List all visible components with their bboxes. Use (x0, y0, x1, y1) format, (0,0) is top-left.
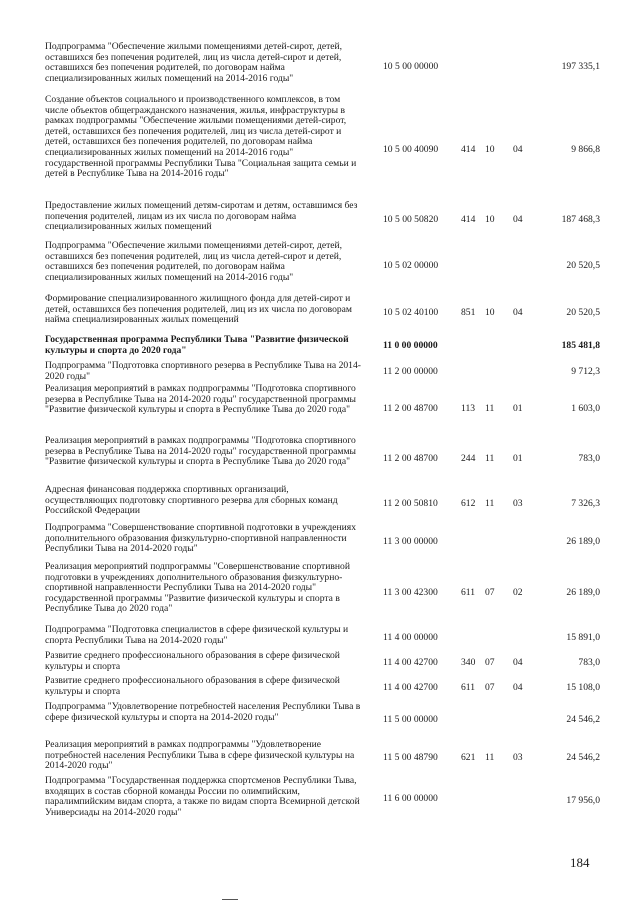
row-pr: 04 (513, 682, 523, 693)
row-code: 11 2 00 48700 (383, 453, 438, 464)
row-name: Реализация мероприятий в рамках подпрограммы "Удовлетворение потребностей населения Республики Тыва в сфере физической культуры на 2014-2020 годы" (45, 739, 355, 772)
row-sum: 26 189,0 (566, 536, 600, 547)
row-rz: 07 (485, 587, 495, 598)
row-sum: 783,0 (578, 453, 600, 464)
row-name: Предоставление жилых помещений детям-сиротам и детям, оставшимся без попечения родителей, лицам из их числа по договорам найма специализированных жилых помещений (45, 200, 358, 233)
row-name: Реализация мероприятий в рамках подпрограммы "Подготовка спортивного резерва в Республике Тыва на 2014-2020 годы" государственной программы "Развитие физической культуры и спорта в Республике Тыва до 2020 года" (45, 435, 356, 468)
row-sum: 197 335,1 (561, 61, 600, 72)
row-code: 11 6 00 00000 (383, 793, 438, 804)
row-code: 10 5 00 50820 (383, 214, 439, 225)
row-sum: 187 468,3 (561, 214, 600, 225)
row-rz: 10 (485, 307, 495, 318)
row-pr: 03 (513, 752, 523, 763)
row-name: Подпрограмма "Подготовка спортивного резерва в Республике Тыва на 2014-2020 годы" (45, 360, 361, 382)
row-sum: 17 956,0 (566, 795, 600, 806)
row-rz: 11 (485, 498, 495, 509)
row-vr: 414 (461, 144, 476, 155)
row-code: 10 5 02 40100 (383, 307, 439, 318)
row-vr: 340 (461, 657, 476, 668)
row-code: 11 5 00 00000 (383, 714, 438, 725)
row-code: 10 5 02 00000 (383, 260, 439, 271)
row-name: Подпрограмма "Совершенствование спортивной подготовки в учреждениях дополнительного образования физкультурно-спортивной направленности Республики Тыва на 2014-2020 годы" (45, 522, 357, 555)
row-pr: 01 (513, 403, 523, 414)
row-code: 11 2 00 50810 (383, 498, 438, 509)
row-vr: 621 (461, 752, 476, 763)
row-name: Подпрограмма "Обеспечение жилыми помещениями детей-сирот, детей, оставшихся без попечения родителей, лиц из числа детей-сирот и детей, оставшихся без попечения родителей, по договорам найма специализированных жилых помещений на 2014-2016 годы" (45, 240, 343, 283)
row-sum: 20 520,5 (566, 307, 600, 318)
row-sum: 24 546,2 (566, 752, 600, 763)
row-pr: 04 (513, 307, 523, 318)
row-rz: 07 (485, 682, 495, 693)
row-code: 11 2 00 00000 (383, 366, 438, 377)
row-rz: 10 (485, 214, 495, 225)
row-vr: 244 (461, 453, 476, 464)
row-code: 11 4 00 42700 (383, 682, 438, 693)
row-code: 11 5 00 48790 (383, 752, 438, 763)
row-vr: 611 (461, 587, 476, 598)
row-vr: 414 (461, 214, 476, 225)
page-number: 184 (570, 855, 590, 870)
row-code: 11 4 00 00000 (383, 632, 438, 643)
row-vr: 611 (461, 682, 476, 693)
row-name: Подпрограмма "Подготовка специалистов в сфере физической культуры и спорта Республики Тыва на 2014-2020 годы" (45, 624, 349, 646)
row-sum: 20 520,5 (566, 260, 600, 271)
row-code: 10 5 00 00000 (383, 61, 439, 72)
row-name: Создание объектов социального и производственного комплексов, в том числе объектов общегражданского назначения, жилья, инфраструктуры в рамках подпрограммы "Обеспечение жилыми помещениями детей-сирот, детей, оставшихся без попечения родителей, лиц из числа детей-сирот и детей, оставшихся без попечения родителей, по договорам найма специализированных жилых помещений на 2014-2016 годы" государственной программы Республики Тыва "Социальная защита семьи и детей в Республике Тыва на 2014-2016 годы" (45, 94, 357, 180)
row-rz: 07 (485, 657, 495, 668)
row-name: Государственная программа Республики Тыва "Развитие физической культуры и спорта до 2020 года" (45, 334, 349, 356)
row-sum: 26 189,0 (566, 587, 600, 598)
row-code: 11 4 00 42700 (383, 657, 438, 668)
row-vr: 113 (461, 403, 476, 414)
row-sum: 15 891,0 (566, 632, 600, 643)
row-pr: 02 (513, 587, 523, 598)
row-pr: 04 (513, 214, 523, 225)
row-code: 11 3 00 00000 (383, 536, 438, 547)
row-name: Подпрограмма "Обеспечение жилыми помещениями детей-сирот, детей, оставшихся без попечения родителей, лиц из числа детей-сирот и детей, оставшихся без попечения родителей, по договорам найма специализированных жилых помещений на 2014-2016 годы" (45, 41, 343, 84)
row-pr: 04 (513, 144, 523, 155)
row-sum: 9 866,8 (571, 144, 600, 155)
row-name: Развитие среднего профессионального образования в сфере физической культуры и спорта (45, 650, 340, 672)
row-name: Реализация мероприятий подпрограммы "Совершенствование спортивной подготовки в учреждениях дополнительного образования физкультурно-спортивной направленности Республики Тыва на 2014-2020 годы" государственной программы "Развитие физической культуры и спорта в Республике Тыва до 2020 года" (45, 561, 350, 615)
row-name: Подпрограмма "Государственная поддержка спортсменов Республики Тыва, входящих в состав сборной команды России по олимпийским, паралимпийским видам спорта, а также по видам спорта Всемирной детской Универсиады на 2014-2020 годы" (45, 775, 360, 818)
row-pr: 01 (513, 453, 523, 464)
row-sum: 7 326,3 (571, 498, 600, 509)
row-pr: 04 (513, 657, 523, 668)
row-sum: 1 603,0 (571, 403, 600, 414)
row-rz: 11 (485, 403, 495, 414)
row-sum: 24 546,2 (566, 714, 600, 725)
row-code: 11 3 00 42300 (383, 587, 438, 598)
row-name: Развитие среднего профессионального образования в сфере физической культуры и спорта (45, 675, 340, 697)
row-name: Формирование специализированного жилищного фонда для детей-сирот и детей, оставшихся без попечения родителей, лиц из их числа по договорам найма специализированных жилых помещений (45, 293, 353, 326)
row-name: Подпрограмма "Удовлетворение потребностей населения Республики Тыва в сфере физической культуры и спорта на 2014-2020 годы" (45, 701, 361, 723)
bottom-mark (222, 899, 238, 900)
row-vr: 851 (461, 307, 476, 318)
row-sum: 15 108,0 (566, 682, 600, 693)
row-pr: 03 (513, 498, 523, 509)
row-name: Реализация мероприятий в рамках подпрограммы "Подготовка спортивного резерва в Республике Тыва на 2014-2020 годы" государственной программы "Развитие физической культуры и спорта в Республике Тыва до 2020 года" (45, 383, 356, 416)
row-vr: 612 (461, 498, 476, 509)
row-rz: 10 (485, 144, 495, 155)
row-sum: 783,0 (578, 657, 600, 668)
row-sum: 9 712,3 (571, 366, 600, 377)
row-name: Адресная финансовая поддержка спортивных организаций, осуществляющих подготовку спортивного резерва для сборных команд Российской Федерации (45, 484, 338, 517)
row-code: 11 0 00 00000 (383, 340, 438, 351)
row-rz: 11 (485, 453, 495, 464)
row-rz: 11 (485, 752, 495, 763)
row-sum: 185 481,8 (561, 340, 600, 351)
row-code: 10 5 00 40090 (383, 144, 439, 155)
row-code: 11 2 00 48700 (383, 403, 438, 414)
